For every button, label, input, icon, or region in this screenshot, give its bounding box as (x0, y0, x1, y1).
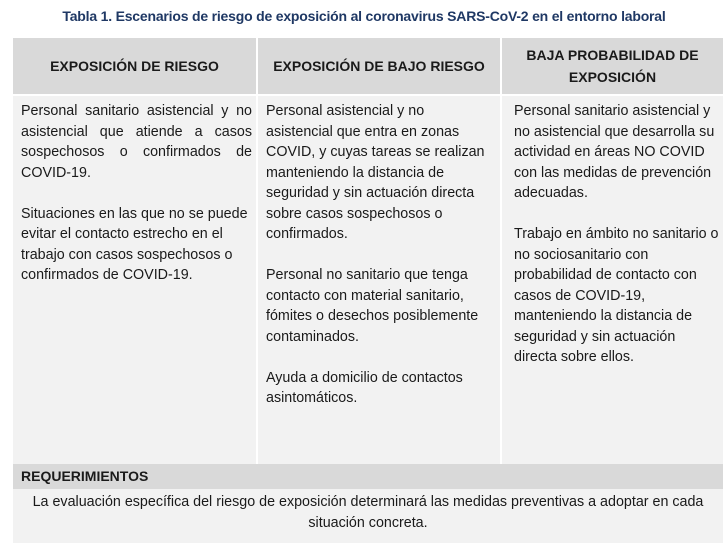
cell-exposicion-de-riesgo (13, 96, 256, 464)
cell-paragraph: Personal no sanitario que tenga contacto con material sanitario, fómites o desechos posiblemente contaminados. (266, 267, 479, 345)
cell-paragraph: Trabajo en ámbito no sanitario o no sociosanitario con probabilidad de contacto con casos de COVID-19, manteniendo la distancia de seguridad y sin actuación directa sobre ellos. (514, 226, 719, 365)
header-exposicion-de-bajo-riesgo: EXPOSICIÓN DE BAJO RIESGO (256, 38, 500, 94)
cell-paragraph: Situaciones en las que no se puede evitar el contacto estrecho en el trabajo con casos sospechosos o confirmados de COVID-19. (21, 205, 248, 283)
cell-exposicion-de-bajo-riesgo (256, 96, 500, 464)
table-header-row (13, 38, 723, 94)
table-caption: Tabla 1. Escenarios de riesgo de exposición al coronavirus SARS-CoV-2 en el entorno laboral (62, 8, 666, 24)
requirements-text: La evaluación específica del riesgo de exposición determinará las medidas preventivas a adoptar en cada situación concreta. (13, 489, 723, 543)
cell-paragraph: Ayuda a domicilio de contactos asintomáticos. (266, 369, 463, 406)
requirements-header: REQUERIMIENTOS (13, 464, 723, 489)
cell-paragraph: Personal asistencial y no asistencial que entra en zonas COVID, y cuyas tareas se realizan manteniendo la distancia de seguridad y sin actuación directa sobre casos sospechosos o confirmados. (266, 103, 485, 242)
cell-paragraph: Personal sanitario asistencial y no asistencial que desarrolla su actividad en áreas NO COVID con las medidas de prevención adecuadas. (514, 103, 715, 201)
cell-baja-probabilidad (500, 96, 723, 464)
table-body-row (13, 94, 723, 464)
header-baja-probabilidad: BAJA PROBABILIDAD DE EXPOSICIÓN (500, 38, 723, 94)
cell-paragraph: Personal sanitario asistencial y no asistencial que atiende a casos sospechosos o confirmados de COVID-19. (21, 103, 252, 181)
risk-scenarios-table (13, 38, 723, 543)
header-exposicion-de-riesgo: EXPOSICIÓN DE RIESGO (50, 58, 219, 74)
